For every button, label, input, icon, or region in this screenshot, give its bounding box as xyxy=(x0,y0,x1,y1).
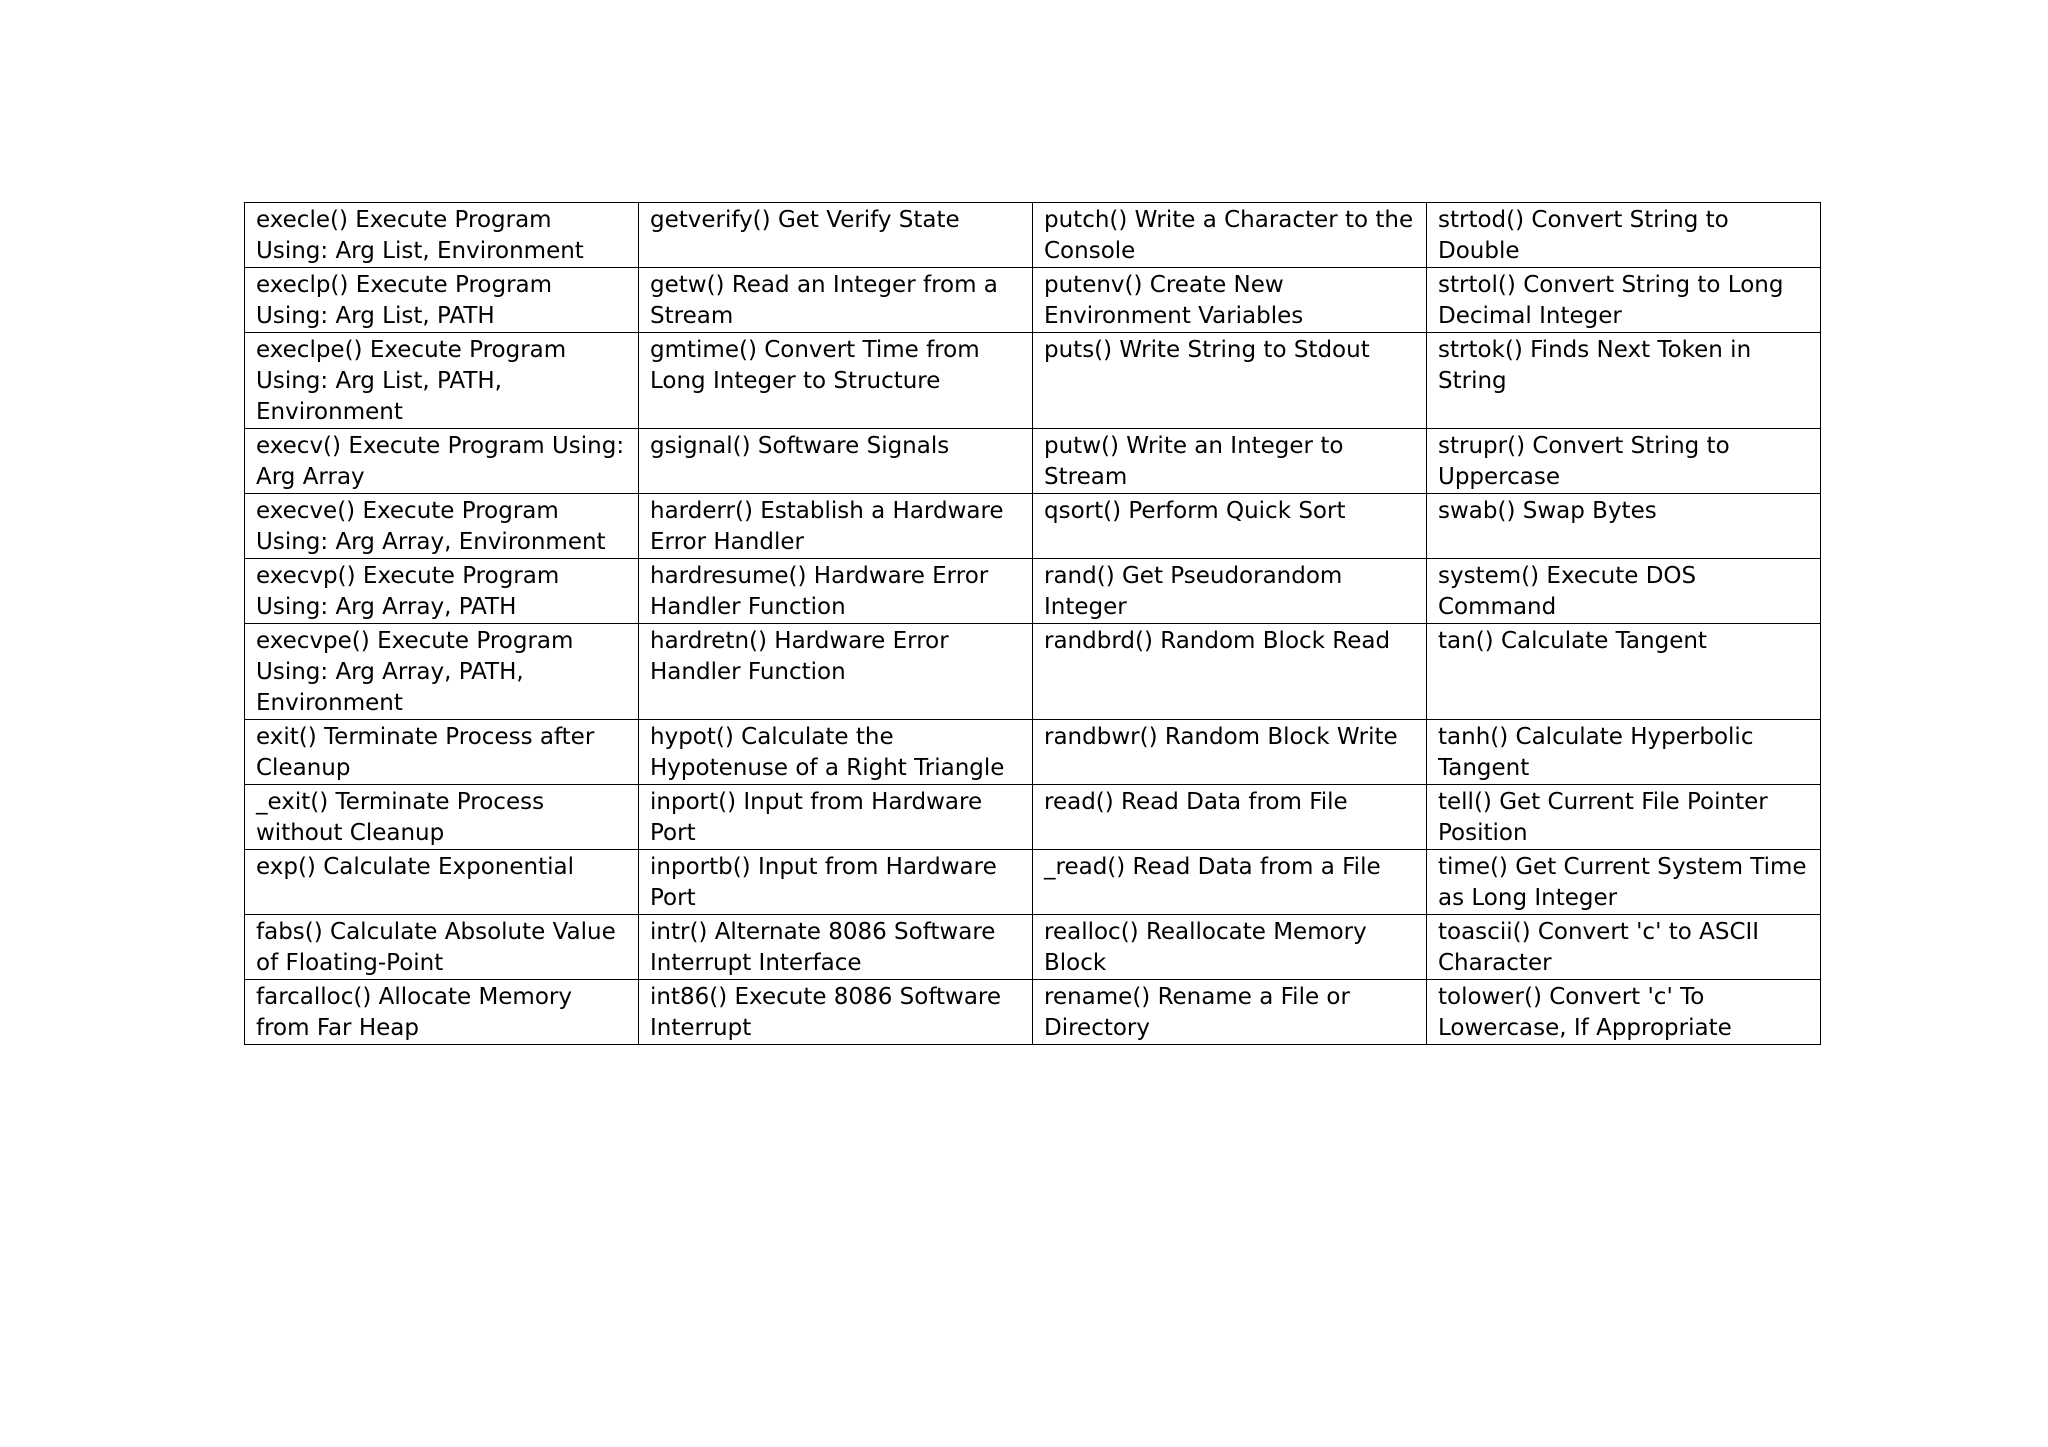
table-cell: strtok() Finds Next Token in String xyxy=(1427,333,1821,429)
table-cell: harderr() Establish a Hardware Error Handler xyxy=(639,494,1033,559)
table-row xyxy=(245,720,1821,785)
table-cell: realloc() Reallocate Memory Block xyxy=(1033,915,1427,980)
table-cell: execv() Execute Program Using: Arg Array xyxy=(245,429,639,494)
table-cell: inportb() Input from Hardware Port xyxy=(639,850,1033,915)
table-cell: getw() Read an Integer from a Stream xyxy=(639,268,1033,333)
table-cell: randbrd() Random Block Read xyxy=(1033,624,1427,720)
table-row xyxy=(245,850,1821,915)
table-cell: fabs() Calculate Absolute Value of Floating-Point xyxy=(245,915,639,980)
table-cell: execvpe() Execute Program Using: Arg Array, PATH, Environment xyxy=(245,624,639,720)
table-cell: system() Execute DOS Command xyxy=(1427,559,1821,624)
table-cell: putenv() Create New Environment Variables xyxy=(1033,268,1427,333)
table-cell: exit() Terminate Process after Cleanup xyxy=(245,720,639,785)
table-row xyxy=(245,624,1821,720)
table-cell: execle() Execute Program Using: Arg List, Environment xyxy=(245,203,639,268)
table-row xyxy=(245,494,1821,559)
table-cell: hypot() Calculate the Hypotenuse of a Right Triangle xyxy=(639,720,1033,785)
table-cell: read() Read Data from File xyxy=(1033,785,1427,850)
function-reference-table xyxy=(244,202,1821,1045)
table-row xyxy=(245,915,1821,980)
table-row xyxy=(245,268,1821,333)
table-cell: tan() Calculate Tangent xyxy=(1427,624,1821,720)
table-row xyxy=(245,333,1821,429)
table-cell: hardretn() Hardware Error Handler Function xyxy=(639,624,1033,720)
table-row xyxy=(245,429,1821,494)
table-cell: puts() Write String to Stdout xyxy=(1033,333,1427,429)
table-cell: getverify() Get Verify State xyxy=(639,203,1033,268)
table-cell: execlp() Execute Program Using: Arg List, PATH xyxy=(245,268,639,333)
table-cell: tolower() Convert 'c' To Lowercase, If Appropriate xyxy=(1427,980,1821,1045)
table-row xyxy=(245,203,1821,268)
table-cell: swab() Swap Bytes xyxy=(1427,494,1821,559)
table-cell: intr() Alternate 8086 Software Interrupt Interface xyxy=(639,915,1033,980)
table-cell: execvp() Execute Program Using: Arg Array, PATH xyxy=(245,559,639,624)
table-cell: rename() Rename a File or Directory xyxy=(1033,980,1427,1045)
table-cell: execve() Execute Program Using: Arg Array, Environment xyxy=(245,494,639,559)
table-cell: rand() Get Pseudorandom Integer xyxy=(1033,559,1427,624)
table-body xyxy=(245,203,1821,1045)
table-cell: toascii() Convert 'c' to ASCII Character xyxy=(1427,915,1821,980)
table-row xyxy=(245,785,1821,850)
table-cell: strtod() Convert String to Double xyxy=(1427,203,1821,268)
table-cell: qsort() Perform Quick Sort xyxy=(1033,494,1427,559)
table-cell: inport() Input from Hardware Port xyxy=(639,785,1033,850)
table-cell: strtol() Convert String to Long Decimal Integer xyxy=(1427,268,1821,333)
table-cell: tanh() Calculate Hyperbolic Tangent xyxy=(1427,720,1821,785)
table-row xyxy=(245,559,1821,624)
table-cell: int86() Execute 8086 Software Interrupt xyxy=(639,980,1033,1045)
table-cell: time() Get Current System Time as Long Integer xyxy=(1427,850,1821,915)
table-cell: execlpe() Execute Program Using: Arg List, PATH, Environment xyxy=(245,333,639,429)
table-cell: tell() Get Current File Pointer Position xyxy=(1427,785,1821,850)
table-cell: _exit() Terminate Process without Cleanup xyxy=(245,785,639,850)
table-cell: strupr() Convert String to Uppercase xyxy=(1427,429,1821,494)
table-row xyxy=(245,980,1821,1045)
table-cell: randbwr() Random Block Write xyxy=(1033,720,1427,785)
table-cell: gmtime() Convert Time from Long Integer to Structure xyxy=(639,333,1033,429)
table-cell: _read() Read Data from a File xyxy=(1033,850,1427,915)
table-cell: putch() Write a Character to the Console xyxy=(1033,203,1427,268)
table-cell: hardresume() Hardware Error Handler Function xyxy=(639,559,1033,624)
table-cell: putw() Write an Integer to Stream xyxy=(1033,429,1427,494)
table-cell: gsignal() Software Signals xyxy=(639,429,1033,494)
table-cell: exp() Calculate Exponential xyxy=(245,850,639,915)
table-cell: farcalloc() Allocate Memory from Far Heap xyxy=(245,980,639,1045)
